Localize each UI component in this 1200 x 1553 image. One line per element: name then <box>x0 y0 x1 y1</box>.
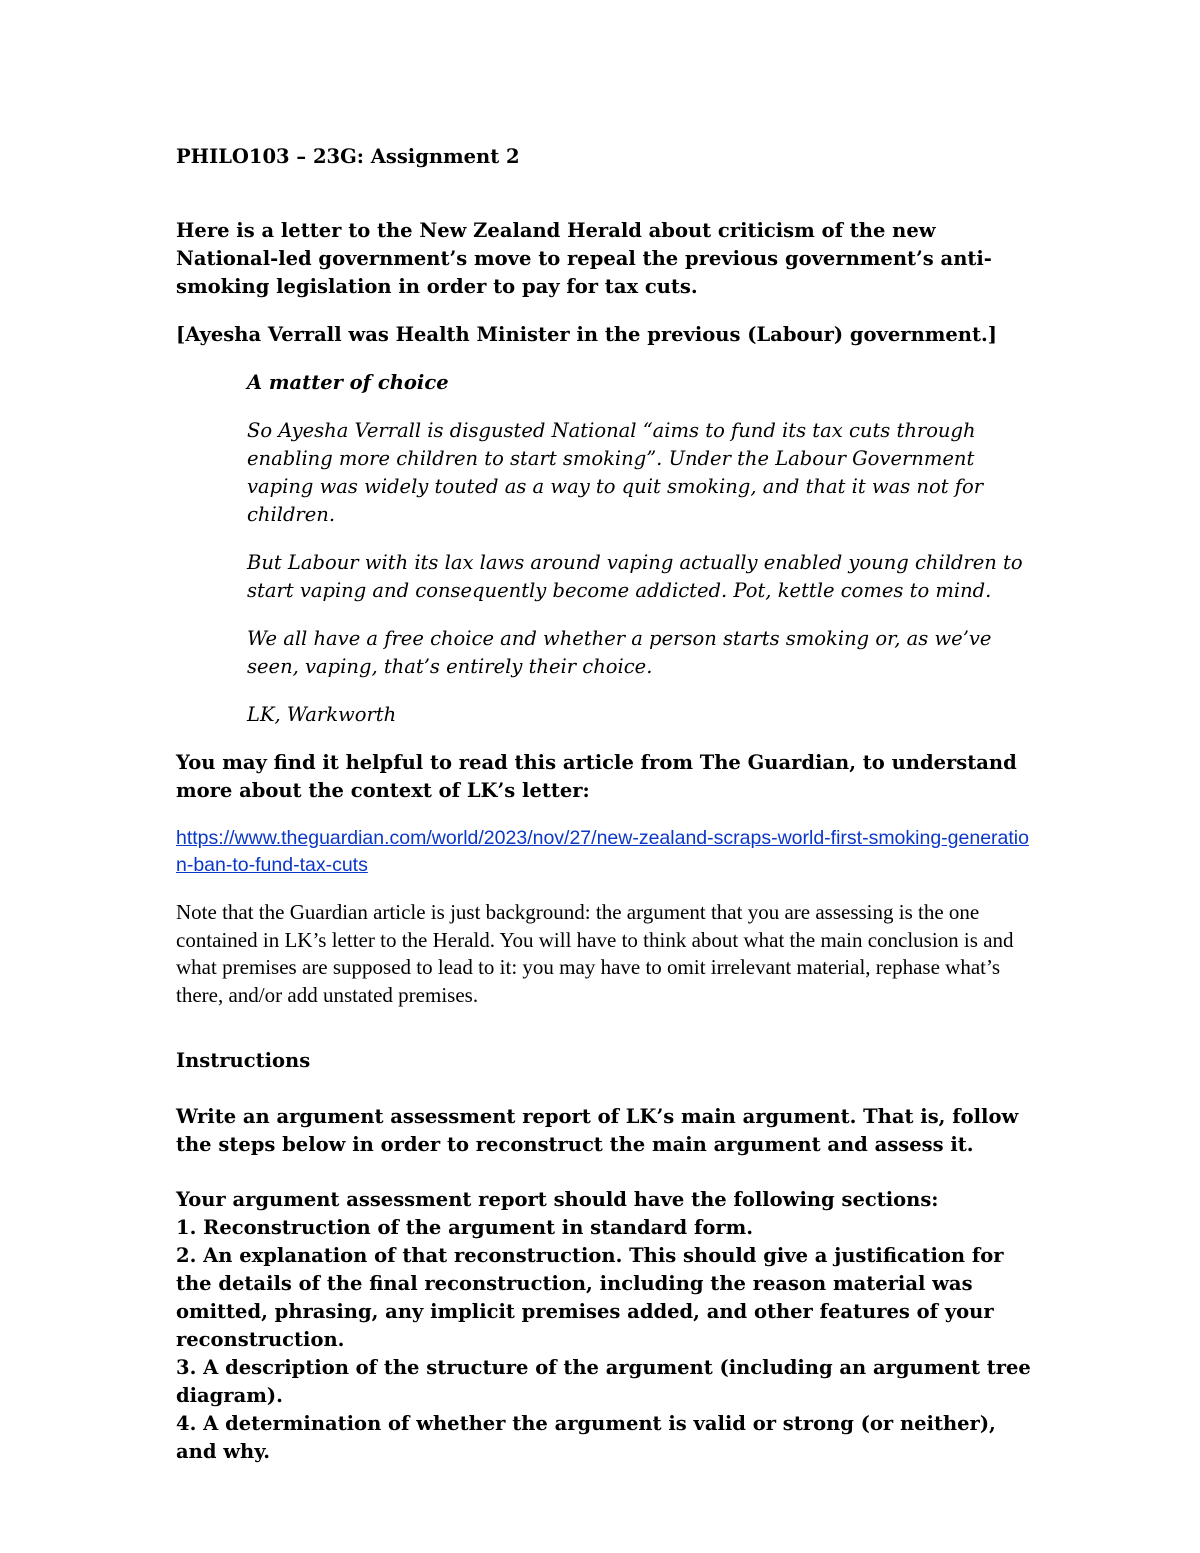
letter-paragraph-2: But Labour with its lax laws around vaping actually enabled young children to start vaping and consequently become addicted. Pot, kettle comes to mind. <box>247 551 1023 602</box>
letter-paragraph-1: So Ayesha Verrall is disgusted National “aims to fund its tax cuts through enabling more children to start smoking”. Under the Labour Government vaping was widely touted as a way to quit smoking, and that it was not for children. <box>247 419 984 526</box>
sections-intro: Your argument assessment report should have the following sections: <box>176 1188 939 1211</box>
intro-paragraph: Here is a letter to the New Zealand Herald about criticism of the new National-led government’s move to repeal the previous government’s anti-smoking legislation in order to pay for tax cuts. <box>176 219 992 298</box>
instructions-heading: Instructions <box>176 1049 311 1072</box>
task-description: Write an argument assessment report of LK’s main argument. That is, follow the steps below in order to reconstruct the main argument and assess it. <box>176 1105 1019 1156</box>
guardian-article-link[interactable]: https://www.theguardian.com/world/2023/nov/27/new-zealand-scraps-world-first-smoking-generation-ban-to-fund-tax-cuts <box>176 827 1029 876</box>
letter-title: A matter of choice <box>247 371 449 394</box>
section-item-4: 4. A determination of whether the argument is valid or strong (or neither), and why. <box>176 1412 996 1463</box>
document-page <box>176 143 1036 1466</box>
letter-block <box>247 369 1036 729</box>
sections-list <box>176 1186 1036 1466</box>
letter-paragraph-3: We all have a free choice and whether a person starts smoking or, as we’ve seen, vaping, that’s entirely their choice. <box>247 627 992 678</box>
section-item-2: 2. An explanation of that reconstruction. This should give a justification for the details of the final reconstruction, including the reason material was omitted, phrasing, any implicit premises added, and other features of your reconstruction. <box>176 1244 1004 1351</box>
guardian-prompt: You may find it helpful to read this article from The Guardian, to understand more about the context of LK’s letter: <box>176 751 1017 802</box>
context-note: Note that the Guardian article is just background: the argument that you are assessing is the one contained in LK’s letter to the Herald. You will have to think about what the main conclusion is and what premises are supposed to lead to it: you may have to omit irrelevant material, rephase what’s there, and/or add unstated premises. <box>176 900 1014 1007</box>
section-item-3: 3. A description of the structure of the argument (including an argument tree diagram). <box>176 1356 1031 1407</box>
page-title: PHILO103 – 23G: Assignment 2 <box>176 145 520 168</box>
letter-signoff: LK, Warkworth <box>247 703 397 726</box>
bracket-note: [Ayesha Verrall was Health Minister in the previous (Labour) government.] <box>176 323 997 346</box>
section-item-1: 1. Reconstruction of the argument in standard form. <box>176 1216 754 1239</box>
